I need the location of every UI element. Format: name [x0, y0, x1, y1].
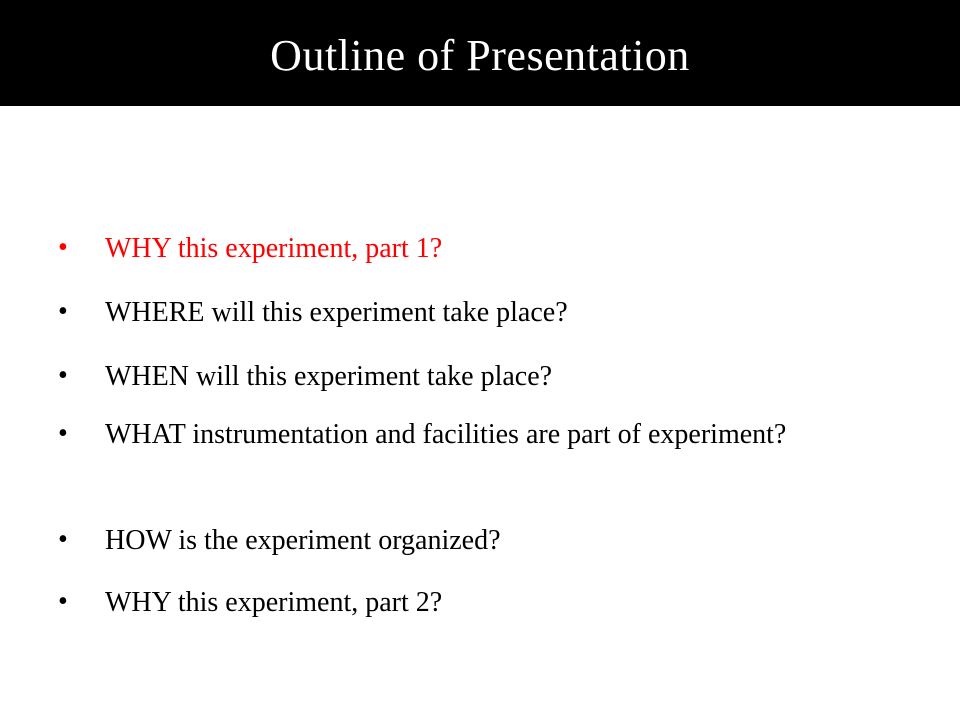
- bullet-text: WHAT instrumentation and facilities are part of experiment?: [105, 419, 787, 450]
- bullet-marker: •: [58, 232, 68, 263]
- bullet-text: WHY this experiment, part 2?: [105, 587, 443, 618]
- slide-title: Outline of Presentation: [270, 31, 690, 80]
- bullet-text: HOW is the experiment organized?: [105, 525, 501, 556]
- bullet-marker: •: [58, 586, 68, 617]
- bullet-text: WHEN will this experiment take place?: [105, 361, 553, 392]
- bullet-text: WHY this experiment, part 1?: [105, 233, 443, 264]
- bullet-text: WHERE will this experiment take place?: [105, 297, 568, 328]
- bullet-marker: •: [58, 360, 68, 391]
- bullet-marker: •: [58, 524, 68, 555]
- bullet-marker: •: [58, 296, 68, 327]
- bullet-marker: •: [58, 418, 68, 449]
